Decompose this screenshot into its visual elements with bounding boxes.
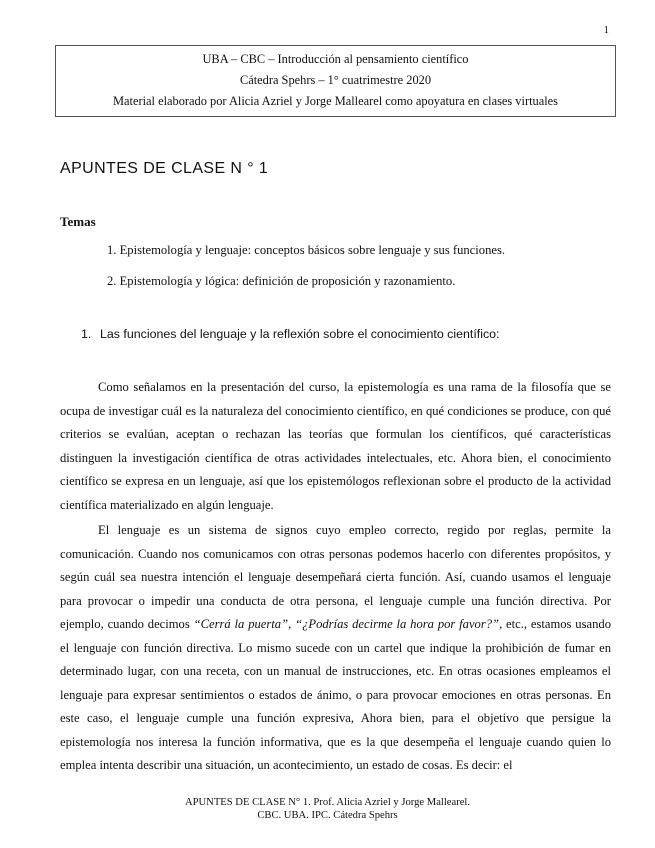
paragraph: Como señalamos en la presentación del curso, la epistemología es una rama de la filosofía que se ocupa de investigar cuál es la naturaleza del conocimiento científico, en qué condiciones se produce, con qué criterios se evalúan, aceptan o rechazan las teorías que formulan los científicos, qué características distinguen la investigación científica de otras actividades intelectuales, etc. Ahora bien, el conocimiento científico se expresa en un lenguaje, así que los epistemólogos reflexionan sobre el producto de la actividad científica materializado en algún lenguaje. <box>60 380 611 512</box>
header-line-authors: Material elaborado por Alicia Azriel y Jorge Mallearel como apoyatura en clases virtuales <box>113 94 558 108</box>
topic-item: 2. Epistemología y lógica: definición de proposición y razonamiento. <box>107 274 456 288</box>
quote-separator: , <box>288 617 296 631</box>
header-box <box>55 45 616 117</box>
example-quote: “Cerrá la puerta” <box>193 617 289 631</box>
section-title: Las funciones del lenguaje y la reflexión sobre el conocimiento científico: <box>100 327 500 341</box>
page-number: 1 <box>603 24 609 36</box>
section-heading <box>81 327 500 341</box>
section-number: 1. <box>81 327 92 341</box>
paragraph-text: El lenguaje es un sistema de signos cuyo empleo correcto, regido por reglas, permite la comunicación. Cuando nos comunicamos con otras personas podemos hacerlo con diferentes propósitos, y según cuál sea nuestra intención el lenguaje desempeñará cierta función. Así, cuando usamos el lenguaje para provocar o impedir una conducta de otra persona, el lenguaje cumple una función directiva. Por ejemplo, cuando decimos <box>60 523 611 631</box>
topic-item: 1. Epistemología y lenguaje: conceptos básicos sobre lenguaje y sus funciones. <box>107 243 506 257</box>
header-line-course: UBA – CBC – Introducción al pensamiento científico <box>202 52 469 66</box>
footer-line: CBC. UBA. IPC. Cátedra Spehrs <box>257 810 398 821</box>
page-title: APUNTES DE CLASE N ° 1 <box>60 160 269 177</box>
paragraph-text: , etc., estamos usando el lenguaje con función directiva. Lo mismo sucede con un cartel que indique la prohibición de fumar en determinado lugar, con una receta, con un manual de instrucciones, etc. En otras ocasiones empleamos el lenguaje para expresar sentimientos o estados de ánimo, o para provocar emociones en otras personas. En este caso, el lenguaje cumple una función expresiva, Ahora bien, para el objetivo que persigue la epistemología nos interesa la función informativa, que es la que desempeña el lenguaje cuando quien lo emplea intenta describir una situación, un acontecimiento, un estado de cosas. Es decir: el <box>60 617 611 772</box>
topics-heading: Temas <box>60 214 96 229</box>
page-footer <box>0 796 655 822</box>
header-line-chair: Cátedra Spehrs – 1° cuatrimestre 2020 <box>239 73 432 87</box>
example-quote: “¿Podrías decirme la hora por favor?” <box>295 617 500 631</box>
footer-line: APUNTES DE CLASE N° 1. Prof. Alicia Azriel y Jorge Mallearel. <box>184 797 471 808</box>
paragraph <box>60 519 611 778</box>
